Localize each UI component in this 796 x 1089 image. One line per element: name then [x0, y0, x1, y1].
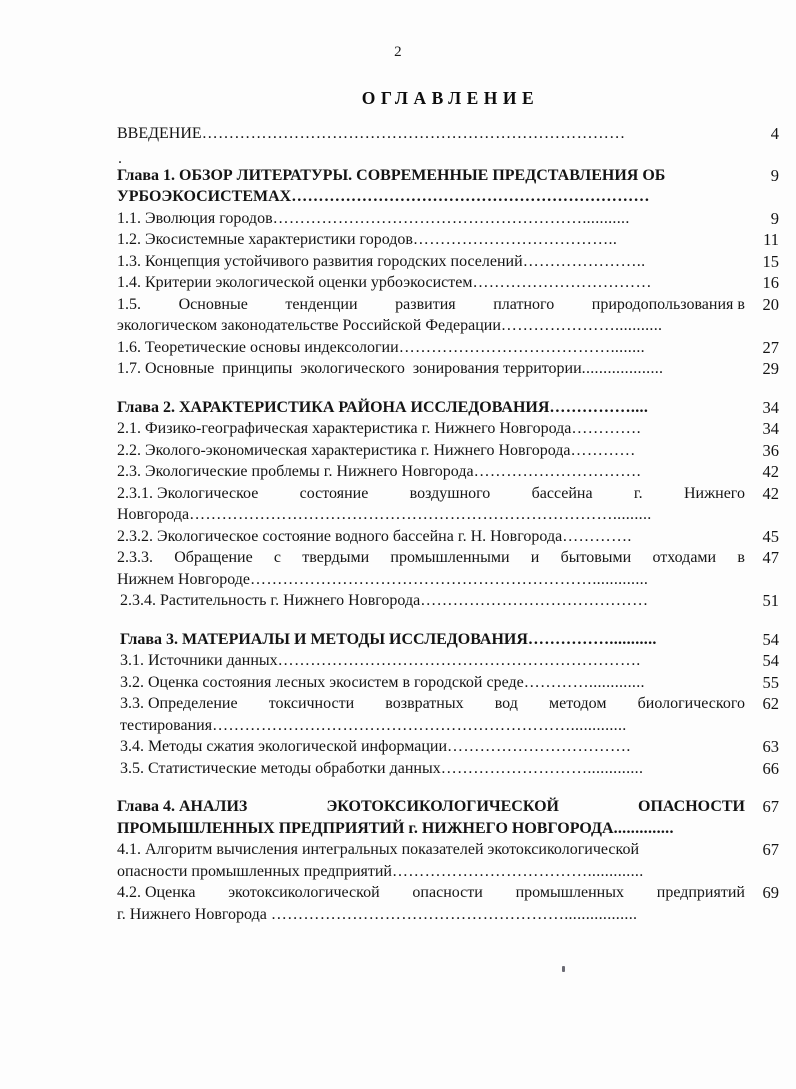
- toc-page-number: 67: [762, 797, 779, 816]
- toc-entry[interactable]: [117, 208, 779, 230]
- page-title: ОГЛАВЛЕНИЕ: [361, 88, 540, 108]
- toc-entry-line: 1.1. Эволюция городов…………………………………………………...........: [117, 209, 630, 227]
- toc-entry-text: [117, 294, 745, 337]
- toc-entry-line: ВВЕДЕНИЕ……………………………………………………………………: [117, 125, 626, 142]
- dot-leader: …………………………………........: [398, 338, 645, 356]
- toc-entry-text: [120, 758, 745, 780]
- toc-entry-line: 3.5. Статистические методы обработки данных……………………….............: [120, 759, 644, 777]
- toc-entry-text: [120, 650, 745, 672]
- dot-leader: ………………………….: [473, 463, 641, 480]
- dot-leader: ………….: [562, 527, 632, 545]
- toc-entry[interactable]: [117, 672, 779, 694]
- spacer: [117, 779, 779, 796]
- toc-entry[interactable]: [117, 397, 779, 419]
- toc-entry-text: [117, 839, 745, 882]
- toc-entry-text: [117, 272, 745, 294]
- toc-entry-text: [117, 547, 745, 590]
- dot-leader: ……………………………………: [420, 592, 649, 609]
- dot-leader: ……………………………………………………….............: [250, 570, 649, 588]
- toc-page-number: 11: [763, 230, 779, 249]
- toc-entry-line: 1.4. Критерии экологической оценки урбоэкосистем……………………………: [117, 274, 652, 291]
- toc-page-number: 45: [762, 526, 779, 546]
- toc-entry[interactable]: [117, 440, 779, 462]
- toc-page-number: 47: [762, 548, 779, 567]
- toc-page-number: 54: [762, 651, 779, 670]
- toc-entry-line: 1.6. Теоретические основы индексологии…………………………………........: [117, 338, 645, 356]
- toc-entry-line: 2.3. Экологические проблемы г. Нижнего Новгорода………………………….: [117, 463, 641, 480]
- spacer: [117, 612, 779, 629]
- dot-leader: ………………………………………………………….............: [212, 716, 627, 734]
- toc-entry-line: 3.4. Методы сжатия экологической информации…………………………….: [120, 738, 631, 755]
- dot-leader: ……………...........: [527, 630, 657, 648]
- toc-entry-text: [120, 693, 745, 736]
- toc-entry[interactable]: [117, 650, 779, 672]
- toc-entry-list: [117, 123, 779, 925]
- dot-leader: ……………………….............: [440, 759, 644, 777]
- toc-page-number: 4: [770, 124, 779, 143]
- toc-entry-line: ПРОМЫШЛЕННЫХ ПРЕДПРИЯТИЙ г. НИЖНЕГО НОВГОРОДА..............: [117, 819, 674, 837]
- toc-entry-line: г. Нижнего Новгорода ……………………………………………….................: [117, 905, 638, 923]
- toc-entry-line: 4.2. Оценка экотоксикологической опасности промышленных предприятий: [117, 884, 745, 901]
- dot-leader: …………………...........: [500, 317, 663, 334]
- dot-leader: …………: [570, 441, 636, 459]
- scan-artifact-period: .: [118, 149, 122, 167]
- dot-leader: …………………………………………………………: [291, 188, 650, 205]
- toc-entry-line: 3.2. Оценка состояния лесных экосистем в городской среде………….............: [120, 673, 645, 691]
- toc-page-number: 29: [762, 359, 779, 378]
- toc-entry-text: [117, 251, 745, 273]
- toc-entry[interactable]: [117, 358, 779, 380]
- toc-entry-text: [117, 882, 745, 925]
- toc-page-number: 62: [762, 694, 779, 713]
- toc-entry-line: 3.1. Источники данных………………………………………………………….: [120, 652, 641, 669]
- scan-artifact-speck: [562, 966, 565, 972]
- toc-entry-line: 2.1. Физико-географическая характеристика г. Нижнего Новгорода………….: [117, 420, 641, 437]
- dot-leader: ………………………………………………………….: [277, 652, 641, 669]
- toc-entry[interactable]: [117, 839, 779, 882]
- toc-entry-text: [120, 736, 745, 758]
- dot-leader: ………….............: [523, 673, 645, 691]
- toc-page-number: 55: [762, 672, 779, 692]
- dot-leader: ……………………………………………….................: [270, 905, 638, 923]
- toc-page-number: 51: [762, 591, 779, 610]
- toc-page-number: 27: [762, 337, 779, 357]
- toc-entry-text: [120, 590, 745, 612]
- toc-entry-line: экологическом законодательстве Российской Федерации…………………...........: [117, 317, 663, 334]
- dot-leader: ……………………………….............: [392, 862, 644, 880]
- toc-entry-line: 1.5. Основные тенденции развития платного природопользования в: [117, 295, 745, 313]
- toc-entry-line: 1.2. Экосистемные характеристики городов………………………………..: [117, 231, 618, 248]
- toc-entry-line: тестирования………………………………………………………….............: [120, 716, 627, 734]
- toc-page-number: 42: [762, 462, 779, 481]
- toc-entry-text: [117, 461, 745, 483]
- dot-leader: ……………………………: [472, 274, 652, 291]
- toc-page-number: 66: [762, 758, 779, 778]
- toc-entry[interactable]: [117, 483, 779, 526]
- toc-entry-text: [120, 672, 745, 694]
- toc-entry-line: УРБОЭКОСИСТЕМАХ…………………………………………………………: [117, 188, 650, 205]
- toc-page-number: 63: [762, 737, 779, 756]
- dot-leader: …………………..: [522, 252, 646, 270]
- toc-entry[interactable]: [117, 693, 779, 736]
- toc-entry-line: 2.3.3. Обращение с твердыми промышленными и бытовыми отходами в: [117, 549, 745, 566]
- toc-page-number: 9: [770, 208, 779, 228]
- page-number-folio: 2: [394, 44, 402, 60]
- dot-leader: …………………………………………………………………….........: [189, 506, 652, 523]
- toc-entry-text: [117, 796, 745, 839]
- toc-entry[interactable]: [117, 461, 779, 483]
- toc-entry[interactable]: [117, 796, 779, 839]
- dot-leader: …………………………………………………...........: [272, 209, 630, 227]
- toc-entry-text: [117, 229, 745, 251]
- toc-entry-line: 2.3.4. Растительность г. Нижнего Новгорода……………………………………: [120, 592, 649, 609]
- toc-entry[interactable]: [117, 337, 779, 359]
- toc-entry-line: Глава 1. ОБЗОР ЛИТЕРАТУРЫ. СОВРЕМЕННЫЕ ПРЕДСТАВЛЕНИЯ ОБ: [117, 166, 666, 184]
- toc-entry-line: Глава 4. АНАЛИЗ ЭКОТОКСИКОЛОГИЧЕСКОЙ ОПАСНОСТИ: [117, 798, 745, 815]
- toc-entry[interactable]: [117, 418, 779, 440]
- dot-leader: ……………………………………………………………………: [201, 125, 626, 142]
- table-of-contents: [117, 88, 779, 925]
- toc-page-number: 42: [762, 483, 779, 503]
- toc-entry[interactable]: [117, 736, 779, 758]
- dot-leader: ...................: [581, 360, 664, 377]
- toc-page-number: 15: [762, 251, 779, 271]
- toc-entry-text: [117, 526, 745, 548]
- dot-leader: ………….: [571, 420, 641, 437]
- toc-entry[interactable]: [117, 165, 779, 208]
- toc-page-number: 36: [762, 440, 779, 460]
- toc-entry-line: 1.7. Основные принципы экологического зонирования территории...................: [117, 360, 664, 377]
- toc-entry-line: 4.1. Алгоритм вычисления интегральных показателей экотоксикологической: [117, 841, 639, 858]
- toc-entry[interactable]: [117, 547, 779, 590]
- toc-entry[interactable]: [117, 526, 779, 548]
- toc-entry[interactable]: [117, 629, 779, 651]
- toc-entry-line: Нижнем Новгороде……………………………………………………….............: [117, 570, 649, 588]
- dot-leader: ..............: [613, 819, 674, 837]
- toc-page-number: 34: [762, 397, 779, 417]
- toc-entry-line: Глава 2. ХАРАКТЕРИСТИКА РАЙОНА ИССЛЕДОВАНИЯ……………....: [117, 398, 649, 416]
- toc-entry[interactable]: [117, 272, 779, 294]
- toc-page-number: 34: [762, 419, 779, 438]
- toc-entry[interactable]: [117, 590, 779, 612]
- toc-entry[interactable]: [117, 251, 779, 273]
- toc-page-number: 54: [762, 629, 779, 649]
- toc-entry-text: [117, 358, 745, 380]
- toc-entry-line: опасности промышленных предприятий……………………………….............: [117, 862, 644, 880]
- toc-entry-text: [117, 483, 745, 526]
- toc-page-number: 67: [762, 840, 779, 859]
- dot-leader: …………………………….: [447, 738, 631, 755]
- toc-entry[interactable]: [117, 882, 779, 925]
- toc-entry-text: [117, 208, 745, 230]
- toc-entry-line: 1.3. Концепция устойчивого развития городских поселений…………………..: [117, 252, 646, 270]
- toc-entry[interactable]: [117, 229, 779, 251]
- toc-entry-text: [117, 418, 745, 440]
- toc-entry-text: [117, 440, 745, 462]
- toc-entry-line: 3.3. Определение токсичности возвратных вод методом биологического: [120, 695, 745, 712]
- toc-page-number: 16: [762, 273, 779, 292]
- spacer: [117, 145, 779, 154]
- spacer: [117, 380, 779, 397]
- toc-entry-line: 2.3.2. Экологическое состояние водного бассейна г. Н. Новгорода………….: [117, 527, 632, 545]
- toc-entry-text: [120, 629, 745, 651]
- dot-leader: ………………………………..: [412, 231, 618, 248]
- toc-entry-text: [117, 337, 745, 359]
- toc-page-number: 20: [762, 294, 779, 314]
- toc-page-number: 69: [762, 883, 779, 902]
- toc-entry-text: [117, 123, 745, 145]
- toc-entry-text: [117, 165, 745, 208]
- toc-entry-line: Новгорода…………………………………………………………………….........: [117, 506, 652, 523]
- dot-leader: ……………....: [549, 398, 649, 416]
- toc-page-number: 9: [770, 165, 779, 185]
- toc-entry[interactable]: [117, 758, 779, 780]
- toc-entry[interactable]: [117, 123, 779, 145]
- toc-entry-line: 2.2. Эколого-экономическая характеристика г. Нижнего Новгорода…………: [117, 441, 636, 459]
- toc-entry[interactable]: [117, 294, 779, 337]
- toc-entry-text: [117, 397, 745, 419]
- toc-entry-line: Глава 3. МАТЕРИАЛЫ И МЕТОДЫ ИССЛЕДОВАНИЯ……………...........: [120, 630, 657, 648]
- toc-entry-line: 2.3.1. Экологическое состояние воздушного бассейна г. Нижнего: [117, 484, 745, 502]
